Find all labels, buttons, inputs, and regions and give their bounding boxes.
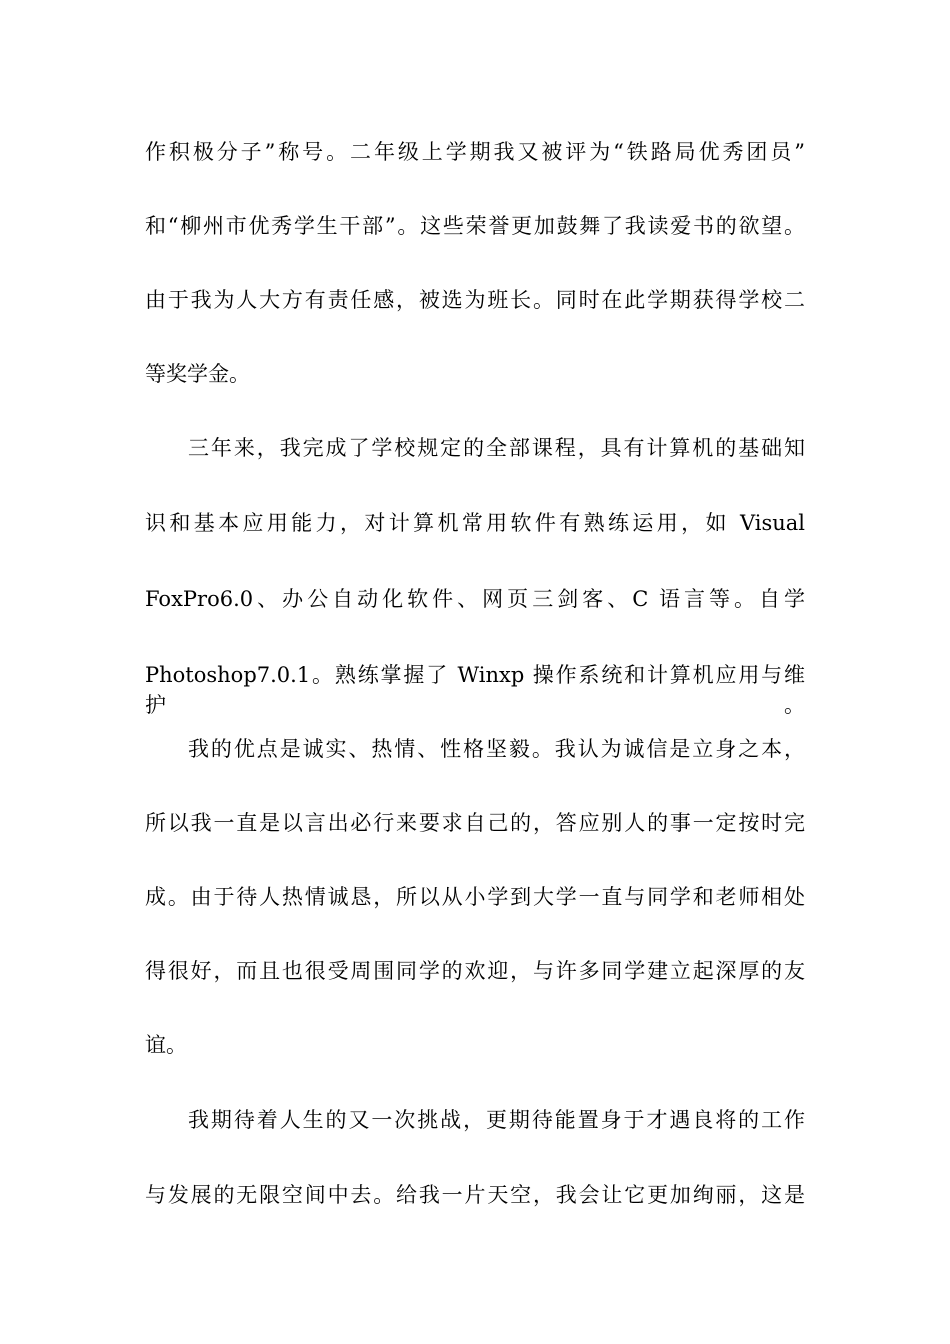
text-line: 与发展的无限空间中去。给我一片天空，我会让它更加绚丽，这是 (145, 1183, 805, 1207)
text-line: 得很好，而且也很受周围同学的欢迎，与许多同学建立起深厚的友 (145, 959, 805, 983)
text-line: 由于我为人大方有责任感，被选为班长。同时在此学期获得学校二 (145, 288, 805, 312)
text-line: Photoshop7.0.1。熟练掌握了 Winxp 操作系统和计算机应用与维护。 (145, 663, 805, 717)
paragraph-first-line: 三年来，我完成了学校规定的全部课程，具有计算机的基础知 (188, 436, 805, 460)
text-line: 作积极分子”称号。二年级上学期我又被评为“铁路局优秀团员” (145, 140, 805, 164)
text-line: 成。由于待人热情诚恳，所以从小学到大学一直与同学和老师相处 (145, 885, 805, 909)
text-line: 和“柳州市优秀学生干部”。这些荣誉更加鼓舞了我读爱书的欲望。 (145, 214, 805, 238)
paragraph-first-line: 我的优点是诚实、热情、性格坚毅。我认为诚信是立身之本， (188, 737, 805, 761)
text-line: 谊。 (145, 1033, 187, 1057)
text-line: 识和基本应用能力，对计算机常用软件有熟练运用，如 Visual (145, 511, 805, 535)
paragraph-first-line: 我期待着人生的又一次挑战，更期待能置身于才遇良将的工作 (188, 1108, 805, 1132)
text-line: FoxPro6.0、办公自动化软件、网页三剑客、C 语言等。自学 (145, 587, 805, 611)
text-line: 等奖学金。 (145, 362, 250, 386)
text-line: 所以我一直是以言出必行来要求自己的，答应别人的事一定按时完 (145, 811, 805, 835)
